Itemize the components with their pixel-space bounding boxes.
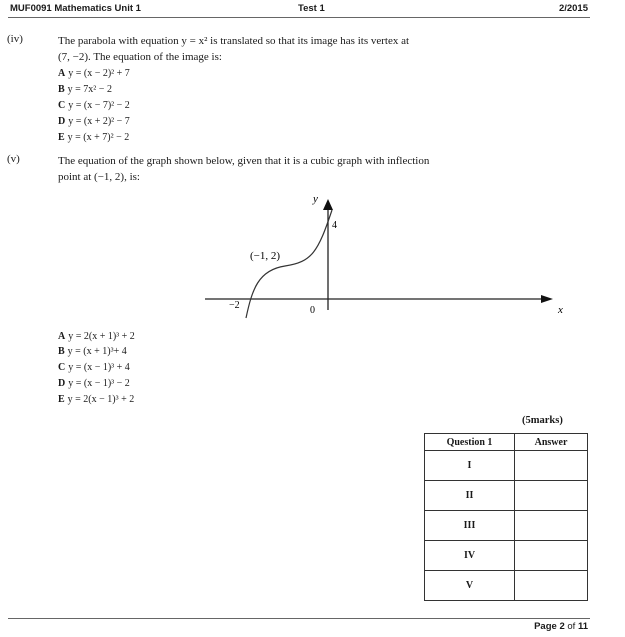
answer-cell[interactable] bbox=[515, 571, 588, 601]
option-v-b bbox=[58, 345, 127, 359]
option-letter: D bbox=[58, 378, 66, 389]
question-v-line2: point at (−1, 2), is: bbox=[58, 171, 140, 183]
table-row bbox=[425, 541, 588, 571]
question-iv-line1: The parabola with equation y = x² is translated so that its image has its vertex at bbox=[58, 35, 410, 47]
option-letter: C bbox=[58, 100, 66, 111]
x-intercept-label: −2 bbox=[229, 300, 240, 311]
question-iv-line2: (7, −2). The equation of the image is: bbox=[58, 51, 222, 63]
answer-cell[interactable] bbox=[515, 541, 588, 571]
page-prefix: Page bbox=[534, 621, 560, 632]
course-title: MUF0091 Mathematics Unit 1 bbox=[10, 3, 141, 14]
option-v-d bbox=[58, 377, 130, 391]
footer-divider bbox=[8, 618, 590, 619]
option-v-c bbox=[58, 361, 130, 375]
table-row bbox=[425, 481, 588, 511]
answer-cell[interactable] bbox=[515, 511, 588, 541]
page-of: of bbox=[564, 621, 578, 632]
marks-label: (5marks) bbox=[522, 415, 563, 426]
table-row bbox=[425, 571, 588, 601]
row-label: IV bbox=[425, 541, 515, 571]
option-equation: y = (x − 1)³ − 2 bbox=[68, 378, 130, 389]
cubic-curve bbox=[246, 210, 332, 318]
option-equation: y = 2(x + 1)³ + 2 bbox=[68, 331, 135, 342]
row-label: III bbox=[425, 511, 515, 541]
option-letter: C bbox=[58, 362, 66, 373]
option-letter: B bbox=[58, 84, 65, 95]
option-v-e bbox=[58, 393, 134, 407]
answer-table-header bbox=[425, 434, 588, 451]
option-letter: A bbox=[58, 68, 66, 79]
option-letter: E bbox=[58, 394, 65, 405]
option-equation: y = (x + 7)² − 2 bbox=[67, 132, 130, 143]
y-axis-label: y bbox=[313, 193, 318, 205]
option-letter: A bbox=[58, 331, 66, 342]
answer-column-header: Answer bbox=[515, 434, 588, 451]
option-letter: D bbox=[58, 116, 66, 127]
option-letter: B bbox=[58, 346, 65, 357]
question-v-line1: The equation of the graph shown below, given that it is a cubic graph with inflection bbox=[58, 155, 430, 167]
answer-cell[interactable] bbox=[515, 481, 588, 511]
x-axis-arrow bbox=[541, 295, 553, 303]
y-intercept-label: 4 bbox=[332, 220, 337, 231]
option-equation: y = (x − 7)² − 2 bbox=[68, 100, 130, 111]
option-equation: y = 7x² − 2 bbox=[67, 84, 112, 95]
page-number bbox=[534, 621, 588, 632]
option-equation: y = 2(x − 1)³ + 2 bbox=[67, 394, 135, 405]
answer-cell[interactable] bbox=[515, 451, 588, 481]
row-label: II bbox=[425, 481, 515, 511]
option-v-a bbox=[58, 330, 135, 344]
option-letter: E bbox=[58, 132, 65, 143]
page-total: 11 bbox=[577, 621, 588, 632]
answer-table bbox=[424, 433, 588, 601]
row-label: I bbox=[425, 451, 515, 481]
table-row bbox=[425, 511, 588, 541]
test-date: 2/2015 bbox=[558, 3, 588, 14]
test-title: Test 1 bbox=[298, 3, 325, 14]
x-axis-label: x bbox=[558, 304, 563, 316]
option-equation: y = (x + 1)³+ 4 bbox=[67, 346, 127, 357]
page-current: 2 bbox=[559, 621, 565, 632]
y-axis-arrow bbox=[323, 199, 333, 210]
row-label: V bbox=[425, 571, 515, 601]
option-equation: y = (x − 1)³ + 4 bbox=[68, 362, 130, 373]
option-equation: y = (x − 2)² + 7 bbox=[68, 68, 130, 79]
table-row bbox=[425, 451, 588, 481]
question-column-header: Question 1 bbox=[425, 434, 515, 451]
origin-label: 0 bbox=[310, 305, 315, 316]
question-number-iv: (iv) bbox=[7, 33, 23, 45]
option-equation: y = (x + 2)² − 7 bbox=[68, 116, 130, 127]
question-number-v: (v) bbox=[7, 153, 20, 165]
inflection-point-label: (−1, 2) bbox=[250, 250, 281, 262]
